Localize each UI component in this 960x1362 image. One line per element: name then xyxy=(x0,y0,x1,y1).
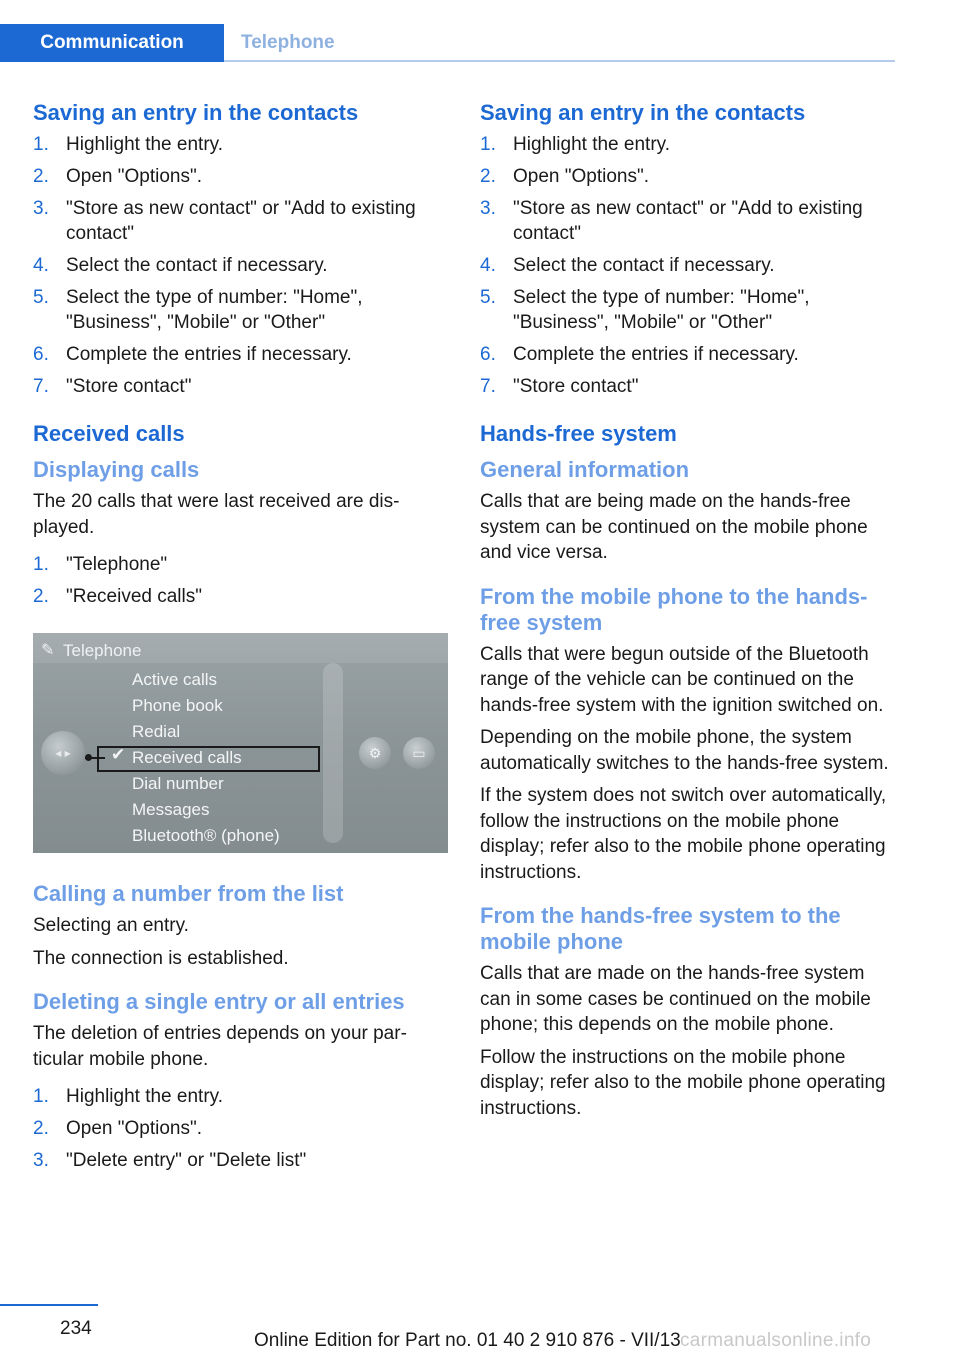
step-text: "Store contact" xyxy=(513,376,639,397)
step-number: 5. xyxy=(33,287,49,308)
list-item xyxy=(480,253,895,278)
step-text: Open "Options". xyxy=(513,166,650,187)
menu-item-phone-book: Phone book xyxy=(132,696,223,715)
display-button-icon: ▭ xyxy=(403,737,435,769)
step-text: "Delete entry" or "Delete list" xyxy=(66,1150,307,1171)
idrive-screen-figure xyxy=(33,633,448,853)
step-number: 6. xyxy=(480,344,496,365)
paragraph: Calls that were begun outside of the Bluetooth range of the vehicle can be continued on the hands-free system with the ignition switched on. xyxy=(480,643,884,716)
subsection-title-general-information: General information xyxy=(480,457,690,482)
scroll-arc xyxy=(323,663,343,843)
subsection-title-deleting-entries: Deleting a single entry or all entries xyxy=(33,989,405,1014)
list-item xyxy=(33,342,448,367)
subsection-title-hands-free-to-mobile: From the hands-free system to the mobile phone xyxy=(480,903,841,954)
deleting-steps-list xyxy=(33,1084,448,1173)
step-text: "Received calls" xyxy=(66,586,202,607)
step-number: 1. xyxy=(33,554,49,575)
step-text: Select the contact if necessary. xyxy=(66,255,328,276)
list-item xyxy=(480,285,895,335)
step-number: 2. xyxy=(33,586,49,607)
step-number: 3. xyxy=(33,1150,49,1171)
step-number: 2. xyxy=(480,166,496,187)
step-number: 3. xyxy=(33,198,49,219)
step-text: Highlight the entry. xyxy=(513,134,671,155)
step-text: Open "Options". xyxy=(66,1118,203,1139)
section-title-received-calls: Received calls xyxy=(33,421,185,446)
header-tabs xyxy=(0,24,895,62)
edition-text: Online Edition for Part no. 01 40 2 910 876 - VII/13 xyxy=(254,1330,681,1351)
page-number: 234 xyxy=(60,1318,92,1339)
step-text: "Telephone" xyxy=(66,554,168,575)
menu-item-redial: Redial xyxy=(132,722,181,741)
list-item xyxy=(33,584,448,609)
list-item xyxy=(480,196,895,246)
controller-knob-icon: ◂ ▸ xyxy=(41,731,85,775)
subsection-title-calling-number: Calling a number from the list xyxy=(33,881,344,906)
list-item xyxy=(33,1084,448,1109)
section-title-saving-entry: Saving an entry in the contacts xyxy=(33,100,359,125)
list-item xyxy=(480,374,895,399)
list-item xyxy=(33,253,448,278)
paragraph: Calls that are being made on the hands-free system can be continued on the mobile phone and vice versa. xyxy=(480,491,868,563)
paragraph: Selecting an entry. xyxy=(33,915,189,936)
list-item xyxy=(480,342,895,367)
step-text: Highlight the entry. xyxy=(66,134,224,155)
highlight-box xyxy=(97,746,320,772)
watermark: carmanualsonline.info xyxy=(680,1330,872,1351)
step-number: 1. xyxy=(480,134,496,155)
step-text: "Store as new contact" or "Add to existing contact" xyxy=(513,198,863,244)
tab-telephone[interactable]: Telephone xyxy=(241,32,335,53)
wrench-icon: ✎ xyxy=(41,642,55,659)
menu-item-active-calls: Active calls xyxy=(132,670,218,689)
paragraph: The deletion of entries depends on your particular mobile phone. xyxy=(33,1023,407,1070)
list-item xyxy=(33,1116,448,1141)
list-item xyxy=(33,164,448,189)
paragraph: The connection is established. xyxy=(33,947,289,969)
step-text: Select the type of number: "Home", "Business", "Mobile" or "Other" xyxy=(66,287,363,333)
displaying-steps-list xyxy=(33,552,448,609)
list-item xyxy=(33,552,448,577)
step-text: Highlight the entry. xyxy=(66,1086,224,1107)
step-number: 2. xyxy=(33,1118,49,1139)
subsection-title-displaying-calls: Displaying calls xyxy=(33,457,200,482)
list-item xyxy=(480,164,895,189)
step-number: 3. xyxy=(480,198,496,219)
step-text: Complete the entries if necessary. xyxy=(66,344,352,365)
menu-item-messages: Messages xyxy=(132,800,210,819)
paragraph: The 20 calls that were last received are displayed. xyxy=(33,491,400,538)
step-number: 2. xyxy=(33,166,49,187)
step-text: Select the contact if necessary. xyxy=(513,255,775,276)
paragraph: If the system does not switch over automatically, follow the instructions on the mobile phone display; refer also to the mobile phone operating instructions. xyxy=(480,785,887,883)
step-number: 5. xyxy=(480,287,496,308)
right-column xyxy=(480,100,895,1128)
step-text: Select the type of number: "Home", "Business", "Mobile" or "Other" xyxy=(513,287,810,333)
step-number: 7. xyxy=(33,376,49,397)
screen-title: Telephone xyxy=(63,641,142,660)
saving-steps-list xyxy=(480,132,895,399)
step-number: 4. xyxy=(480,255,496,276)
step-number: 1. xyxy=(33,134,49,155)
list-item xyxy=(33,132,448,157)
section-title-saving-entry: Saving an entry in the contacts xyxy=(480,100,806,125)
section-title-hands-free-system: Hands-free system xyxy=(480,421,677,446)
list-item xyxy=(33,196,448,246)
step-text: "Store as new contact" or "Add to existing contact" xyxy=(66,198,416,244)
menu-item-bluetooth-phone: Bluetooth® (phone) xyxy=(132,826,280,845)
menu-item-dial-number: Dial number xyxy=(132,774,224,793)
list-item xyxy=(33,374,448,399)
paragraph: Depending on the mobile phone, the system automatically switches to the hands-free system. xyxy=(480,727,889,774)
step-number: 6. xyxy=(33,344,49,365)
header-rule xyxy=(224,60,895,62)
step-text: Open "Options". xyxy=(66,166,203,187)
menu-item-received-calls: Received calls xyxy=(132,748,242,767)
tab-communication[interactable]: Communication xyxy=(0,24,224,62)
step-text: Complete the entries if necessary. xyxy=(513,344,799,365)
left-column xyxy=(33,100,448,1180)
step-number: 7. xyxy=(480,376,496,397)
paragraph: Follow the instructions on the mobile phone display; refer also to the mobile phone operating instructions. xyxy=(480,1046,886,1119)
list-item xyxy=(480,132,895,157)
step-number: 4. xyxy=(33,255,49,276)
list-item xyxy=(33,1148,448,1173)
settings-button-icon: ⚙ xyxy=(359,737,391,769)
footer-rule xyxy=(0,1304,98,1306)
step-number: 1. xyxy=(33,1086,49,1107)
list-item xyxy=(33,285,448,335)
pointer-line xyxy=(85,757,105,759)
subsection-title-mobile-to-hands-free: From the mobile phone to the hands-free system xyxy=(480,583,868,635)
step-text: "Store contact" xyxy=(66,376,192,397)
paragraph: Calls that are made on the hands-free system can in some cases be continued on the mobile phone; this depends on the mobile phone. xyxy=(480,963,871,1035)
saving-steps-list xyxy=(33,132,448,399)
checkmark-icon: ✔ xyxy=(111,745,126,764)
